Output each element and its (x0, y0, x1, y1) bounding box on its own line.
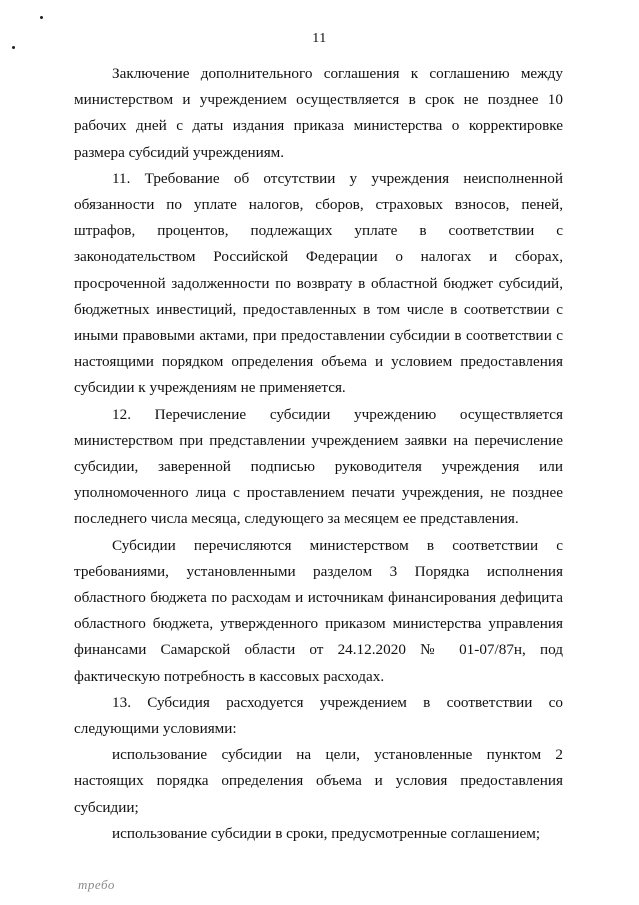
next-page-fragment: требо (78, 877, 115, 892)
paragraph-13-conditions: 13. Субсидия расходуется учреждением в соответствии со следующими условиями: (74, 693, 563, 738)
scan-speck (40, 16, 43, 19)
paragraph-11-requirement: 11. Требование об отсутствии у учреждения неисполненной обязанности по уплате налогов, сборов, страховых взносов, пеней, штрафов, процентов, подлежащих уплате в соответствии с законодательством Российской Федерации о налогах и сборах, просроченной задолженности по возврату в областной бюджет субсидий, бюджетных инвестиций, предоставленных в том числе в соответствии с иными правовыми актами, при предоставлении субсидии в соответствии с настоящими порядком определения объема и условием предоставления субсидии к учреждениям не применяется. (74, 169, 563, 397)
paragraph-transfer-requirements: Субсидии перечисляются министерством в соответствии с требованиями, установленными разделом 3 Порядка исполнения областного бюджета по расходам и источникам финансирования дефицита областного бюджета, утвержденного приказом министерства управления финансами Самарской области от 24.12.2020 № 01-07/87н, под фактическую потребность в кассовых расходах. (74, 536, 563, 685)
page-number: 11 (312, 31, 327, 46)
paragraph-supplementary-agreement: Заключение дополнительного соглашения к соглашению между министерством и учреждением осуществляется в срок не позднее 10 рабочих дней с даты издания приказа министерства о корректировке размера субсидий учреждениям. (74, 65, 563, 161)
paragraph-condition-purpose: использование субсидии на цели, установленные пунктом 2 настоящих порядка определения объема и условия предоставления субсидии; (74, 746, 563, 816)
paragraph-12-transfer: 12. Перечисление субсидии учреждению осуществляется министерством при представлении учреждением заявки на перечисление субсидии, заверенной подписью руководителя учреждения или уполномоченного лица с проставлением печати учреждения, не позднее последнего числа месяца, следующего за месяцем ее представления. (74, 405, 563, 528)
paragraph-condition-terms: использование субсидии в сроки, предусмотренные соглашением; (112, 824, 541, 842)
document-body (74, 61, 563, 847)
